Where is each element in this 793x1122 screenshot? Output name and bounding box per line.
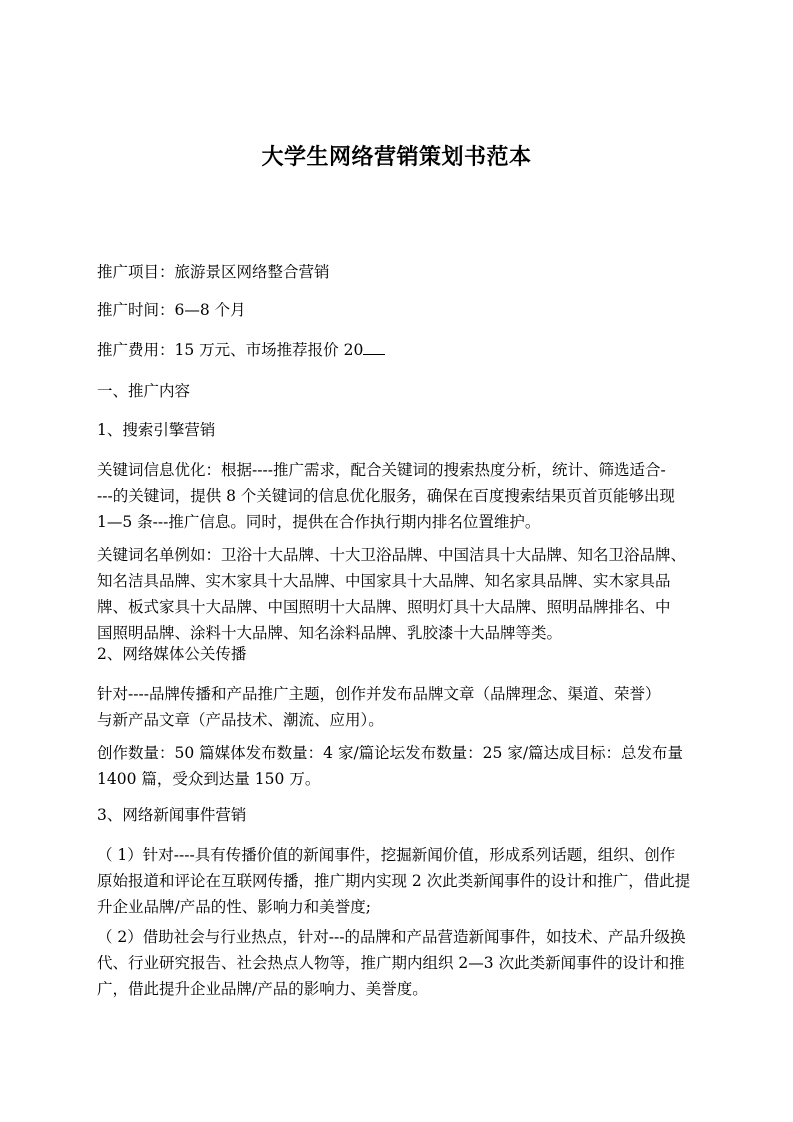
paragraph-line: 创作数量：50 篇媒体发布数量：4 家/篇论坛发布数量：25 家/篇达成目标：总发布量 [97,744,684,762]
paragraph-line: 1400 篇，受众到达量 150 万。 [97,770,321,788]
subheading-search-marketing: 1、搜索引擎营销 [97,421,216,439]
paragraph-line: 升企业品牌/产品的性、影响力和美誉度; [97,898,371,916]
paragraph-brand-articles [97,681,709,733]
paragraph-news-event-1 [97,842,709,920]
paragraph-line: （ 2）借助社会与行业热点，针对---的品牌和产品营造新闻事件，如技术、产品升级换 [97,928,686,946]
page-title: 大学生网络营销策划书范本 [261,145,532,170]
paragraph-keyword-list [97,542,709,646]
subheading-media-pr: 2、网络媒体公关传播 [97,645,247,663]
paragraph-line: 关键词名单例如：卫浴十大品牌、十大卫浴品牌、中国洁具十大品牌、知名卫浴品牌、 [97,546,687,564]
subheading-news-events: 3、网络新闻事件营销 [97,806,247,824]
paragraph-line: 与新产品文章（产品技术、潮流、应用）。 [97,711,384,729]
paragraph-line: 1—5 条---推广信息。同时，提供在合作执行期内排名位置维护。 [97,513,541,531]
paragraph-publish-counts [97,740,709,792]
paragraph-line: 知名洁具品牌、实木家具十大品牌、中国家具十大品牌、知名家具品牌、实木家具品 [97,572,671,590]
paragraph-line: 广，借此提升企业品牌/产品的影响力、美誉度。 [97,980,428,998]
time-line: 推广时间：6—8 个月 [97,301,246,319]
paragraph-line: （ 1）针对----具有传播价值的新闻事件，挖掘新闻价值，形成系列话题，组织、创作 [97,846,676,864]
paragraph-line: 针对----品牌传播和产品推广主题，创作并发布品牌文章（品牌理念、渠道、荣誉） [97,685,661,703]
paragraph-line: 牌、板式家具十大品牌、中国照明十大品牌、照明灯具十大品牌、照明品牌排名、中 [97,598,671,616]
paragraph-line: 国照明品牌、涂料十大品牌、知名涂料品牌、乳胶漆十大品牌等类。 [97,624,563,642]
paragraph-line: 代、行业研究报告、社会热点人物等，推广期内组织 2—3 次此类新闻事件的设计和推 [97,954,685,972]
section-heading: 一、推广内容 [97,382,191,400]
paragraph-line: ---的关键词，提供 8 个关键词的信息优化服务，确保在百度搜索结果页首页能够出现 [97,487,675,505]
cost-line [97,337,709,363]
paragraph-keyword-optimization [97,457,709,535]
cost-text: 推广费用：15 万元、市场推荐报价 20 [97,341,364,359]
paragraph-news-event-2 [97,924,709,1002]
paragraph-line: 原始报道和评论在互联网传播，推广期内实现 2 次此类新闻事件的设计和推广，借此提 [97,872,691,890]
blank-underline [363,340,385,355]
paragraph-line: 关键词信息优化：根据----推广需求，配合关键词的搜索热度分析，统计、筛选适合- [97,461,666,479]
project-line: 推广项目：旅游景区网络整合营销 [97,263,330,281]
